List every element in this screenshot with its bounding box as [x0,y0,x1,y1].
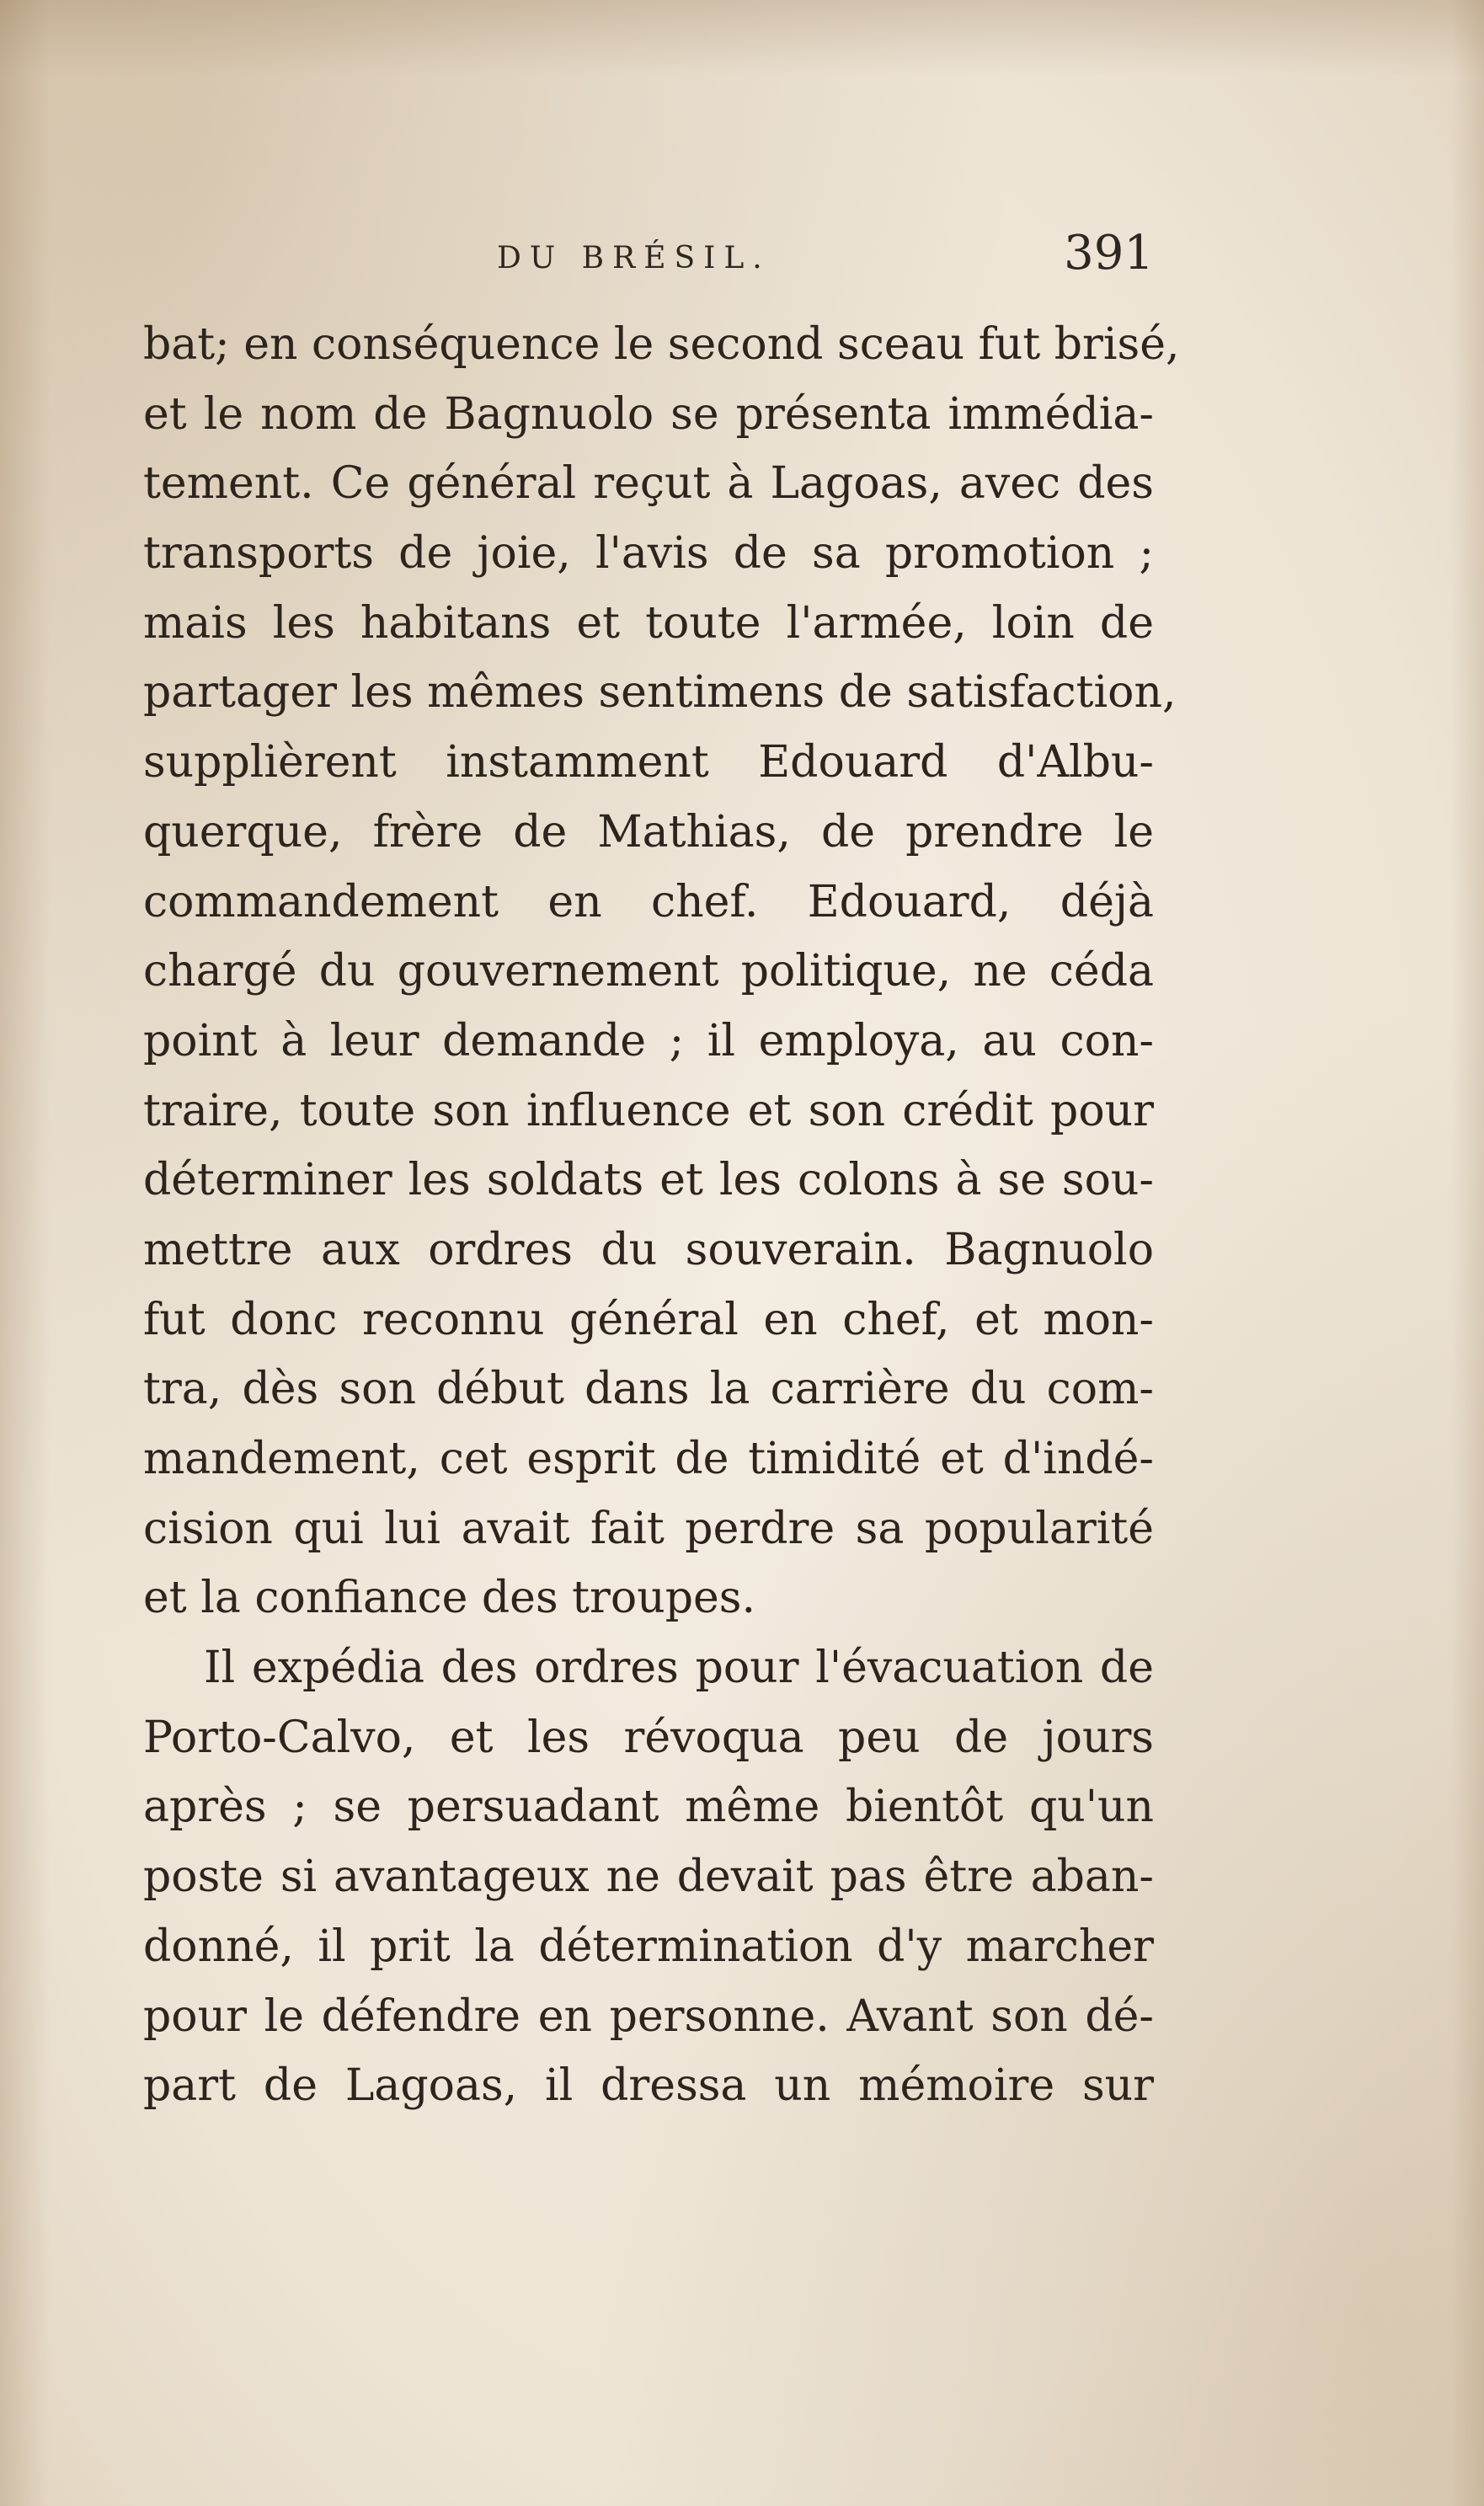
text-line: fut donc reconnu général en chef, et mon- [143,1294,1154,1345]
paragraph-start-line: Il expédia des ordres pour l'évacuation de [204,1643,1154,1694]
page-shadow-top [0,0,1484,76]
text-line: après ; se persuadant même bientôt qu'un [143,1782,1154,1833]
page-shadow-left [0,0,51,2506]
text-line: supplièrent instamment Edouard d'Albu- [143,737,1154,788]
text-line: Porto-Calvo, et les révoqua peu de jours [143,1712,1154,1763]
text-line: querque, frère de Mathias, de prendre le [143,806,1154,858]
page-shadow-right [1450,0,1484,2506]
text-line: cision qui lui avait fait perdre sa popularité [143,1503,1154,1554]
text-line: point à leur demande ; il employa, au con- [143,1015,1154,1066]
paragraph-end-line: et la confiance des troupes. [143,1573,755,1624]
text-line: mandement, cet esprit de timidité et d'indé- [143,1434,1154,1484]
text-line: part de Lagoas, il dressa un mémoire sur [143,2060,1154,2112]
text-line: déterminer les soldats et les colons à se sou- [143,1155,1154,1206]
text-line: traire, toute son influence et son crédit pour [143,1085,1154,1136]
running-head [143,226,1154,293]
running-title: DU BRÉSIL. [497,241,771,275]
text-line: bat; en conséquence le second sceau fut brisé, [143,319,1180,370]
text-line: transports de joie, l'avis de sa promotion ; [143,528,1154,580]
text-line: mais les habitans et toute l'armée, loin de [143,597,1154,649]
text-line: et le nom de Bagnuolo se présenta immédia- [143,388,1154,440]
text-line: poste si avantageux ne devait pas être aban- [143,1851,1154,1903]
body-text [143,310,1180,2121]
text-line: commandement en chef. Edouard, déjà [143,876,1154,927]
text-line: pour le défendre en personne. Avant son dé- [143,1990,1154,2042]
page-number: 391 [1064,226,1154,281]
text-line: chargé du gouvernement politique, ne céda [143,946,1154,997]
text-line: mettre aux ordres du souverain. Bagnuolo [143,1224,1154,1275]
text-line: donné, il prit la détermination d'y marcher [143,1921,1154,1972]
text-line: tra, dès son début dans la carrière du com- [143,1364,1154,1415]
text-line: tement. Ce général reçut à Lagoas, avec des [143,458,1154,510]
text-line: partager les mêmes sentimens de satisfaction, [143,667,1177,719]
